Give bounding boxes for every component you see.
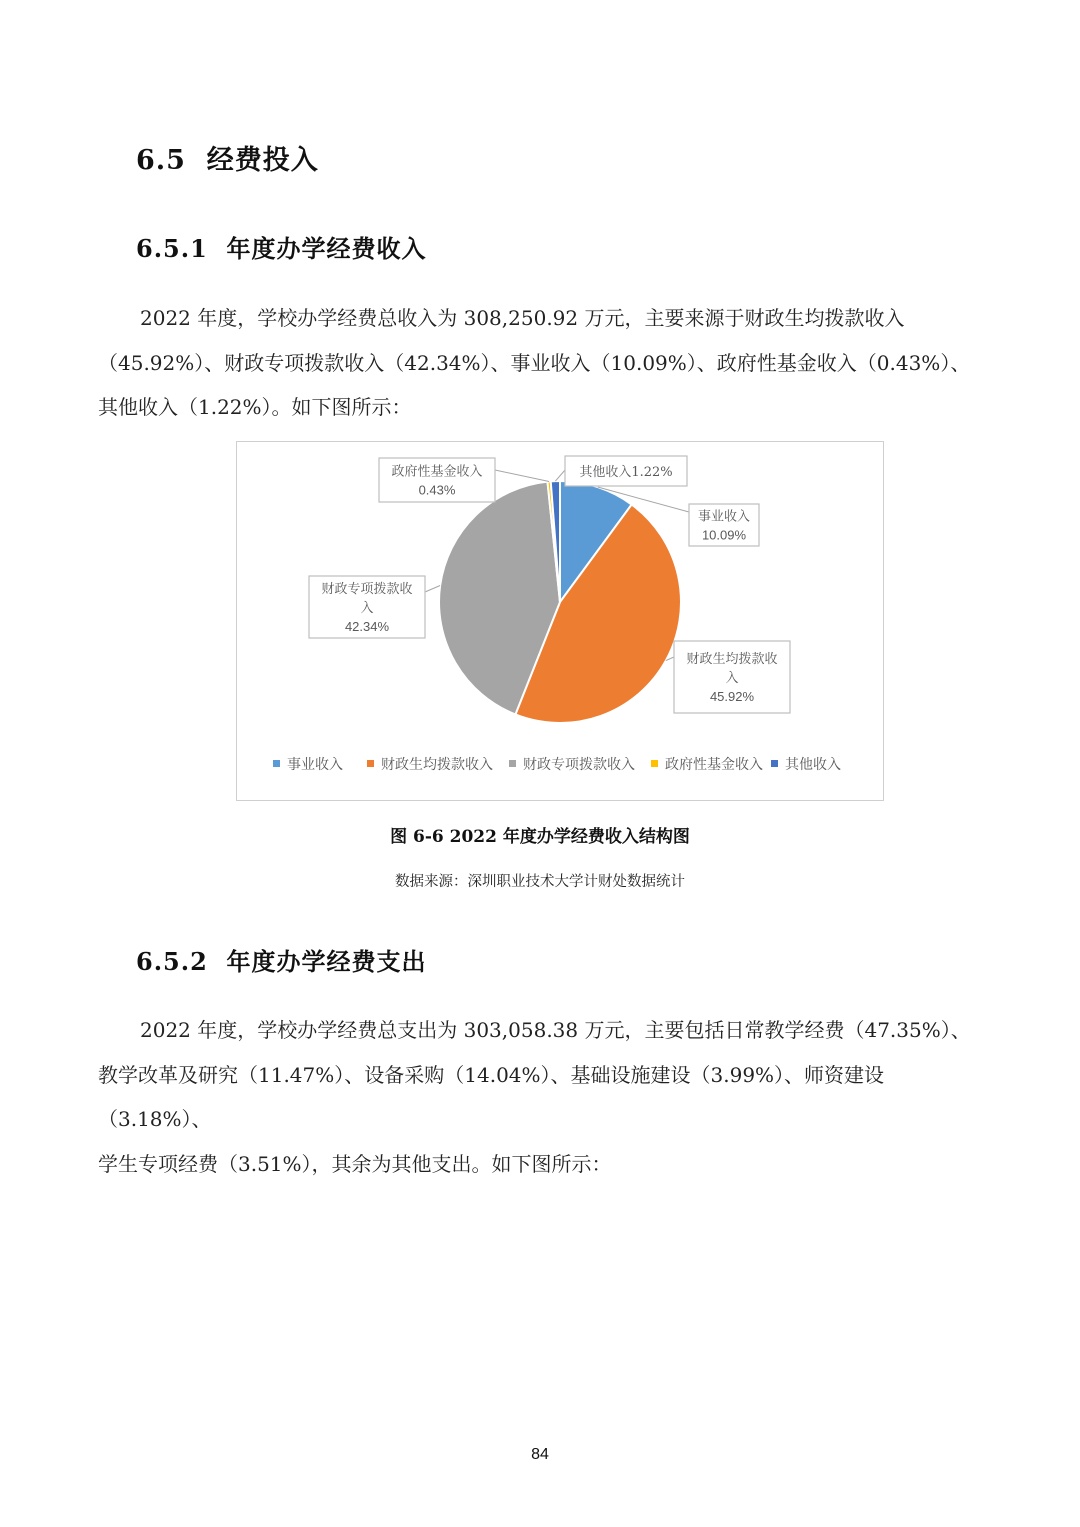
subsection-number: 6.5.1	[136, 234, 208, 263]
figure-caption: 图 6-6 2022 年度办学经费收入结构图	[390, 827, 690, 847]
legend-swatch	[273, 760, 280, 767]
paragraph-line: （45.92%）、财政专项拨款收入（42.34%）、事业收入（10.09%）、政府性基金收入（0.43%）、	[98, 350, 971, 375]
income-paragraph	[98, 296, 982, 430]
label-text: 财政生均拨款收	[686, 652, 778, 667]
label-text: 事业收入	[697, 509, 751, 525]
subsection-title: 年度办学经费收入	[226, 234, 427, 263]
legend-swatch	[771, 760, 778, 767]
label-value: 42.34%	[344, 619, 390, 634]
subsection-heading-expense	[136, 942, 427, 977]
income-pie-chart	[236, 441, 884, 801]
label-value: 45.92%	[709, 689, 755, 704]
section-number: 6.5	[136, 145, 186, 176]
label-text: 财政专项拨款收	[321, 582, 413, 597]
legend-label: 财政生均拨款收入	[381, 757, 493, 773]
figure-source: 数据来源：深圳职业技术大学计财处数据统计	[395, 874, 685, 890]
data-label	[555, 456, 687, 486]
pie-chart-svg	[237, 442, 883, 800]
paragraph-line: 其他收入（1.22%）。如下图所示：	[98, 395, 412, 419]
subsection-title: 年度办学经费支出	[226, 947, 427, 976]
paragraph-line: 教学改革及研究（11.47%）、设备采购（14.04%）、基础设施建设（3.99%）、师资建设（3.18%）、	[98, 1062, 885, 1131]
leader-line	[495, 470, 549, 482]
page-number: 84	[531, 1446, 549, 1463]
subsection-heading-income	[136, 229, 427, 264]
leader-line	[555, 470, 565, 481]
data-label	[666, 641, 790, 713]
section-title: 经费投入	[206, 145, 319, 176]
paragraph-line: 学生专项经费（3.51%），其余为其他支出。如下图所示：	[98, 1151, 612, 1176]
paragraph-line: 2022 年度，学校办学经费总收入为 308,250.92 万元，主要来源于财政生均拨款收入	[140, 306, 905, 330]
label-text: 政府性基金收入	[391, 464, 483, 480]
section-heading	[136, 138, 319, 177]
leader-line	[425, 586, 440, 593]
paragraph-line: 2022 年度，学校办学经费总支出为 303,058.38 万元，主要包括日常教学经费（47.35%）、	[140, 1018, 971, 1042]
label-value: 0.43%	[418, 482, 456, 498]
legend-swatch	[651, 760, 658, 767]
label-value: 10.09%	[701, 527, 747, 543]
legend-label: 其他收入	[785, 757, 841, 773]
label-text: 入	[725, 671, 739, 686]
legend-label: 政府性基金收入	[665, 757, 763, 773]
legend-swatch	[509, 760, 516, 767]
expense-paragraph	[98, 1008, 982, 1186]
legend-label: 事业收入	[287, 757, 343, 773]
subsection-number: 6.5.2	[136, 947, 208, 976]
data-label	[309, 576, 440, 638]
legend-swatch	[367, 760, 374, 767]
label-text: 入	[360, 601, 374, 616]
legend-label: 财政专项拨款收入	[523, 757, 635, 773]
label-text: 其他收入1.22%	[579, 465, 673, 480]
